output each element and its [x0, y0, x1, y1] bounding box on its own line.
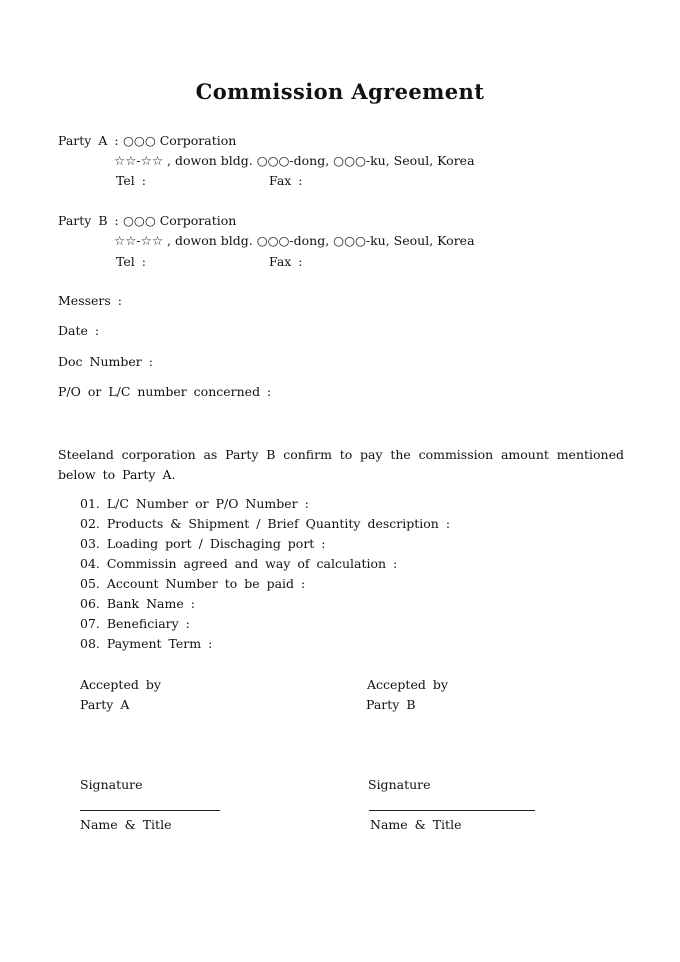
signature-line-left [80, 810, 220, 811]
list-item: 06. Bank Name : [80, 596, 195, 611]
list-item: 01. L/C Number or P/O Number : [80, 496, 309, 511]
list-item: 02. Products & Shipment / Brief Quantity description : [80, 516, 451, 531]
party-a-tel-label: Tel : [116, 173, 146, 188]
document-title: Commission Agreement [195, 79, 485, 104]
po-lc-number-field: P/O or L/C number concerned : [58, 384, 272, 399]
party-a-name: ○○○ Corporation [123, 133, 237, 148]
party-b-name: ○○○ Corporation [123, 213, 237, 228]
party-b-accept-label: Party B [366, 697, 416, 712]
party-a-fax-label: Fax : [269, 173, 303, 188]
party-b-tel-label: Tel : [116, 254, 146, 269]
messers-field: Messers : [58, 293, 122, 308]
list-item: 05. Account Number to be paid : [80, 576, 306, 591]
party-b-address: ☆☆-☆☆ , dowon bldg. ○○○-dong, ○○○-ku, Seoul, Korea [114, 233, 475, 248]
list-item: 07. Beneficiary : [80, 616, 190, 631]
list-item: 04. Commissin agreed and way of calculation : [80, 556, 398, 571]
date-field: Date : [58, 323, 100, 338]
party-a-label: Party A : [58, 133, 119, 148]
signature-left-label: Signature [80, 777, 143, 792]
name-title-right-label: Name & Title [370, 817, 462, 832]
party-b-label: Party B : [58, 213, 119, 228]
name-title-left-label: Name & Title [80, 817, 172, 832]
list-item: 08. Payment Term : [80, 636, 213, 651]
accepted-by-right: Accepted by [367, 677, 448, 692]
body-paragraph: Steeland corporation as Party B confirm to pay the commission amount mentioned below to Party A. [58, 447, 624, 482]
party-a-accept-label: Party A [80, 697, 130, 712]
signature-line-right [369, 810, 535, 811]
signature-right-label: Signature [368, 777, 431, 792]
doc-number-field: Doc Number : [58, 354, 153, 369]
party-a-address: ☆☆-☆☆ , dowon bldg. ○○○-dong, ○○○-ku, Seoul, Korea [114, 153, 475, 168]
accepted-by-left: Accepted by [80, 677, 161, 692]
list-item: 03. Loading port / Dischaging port : [80, 536, 326, 551]
party-b-fax-label: Fax : [269, 254, 303, 269]
